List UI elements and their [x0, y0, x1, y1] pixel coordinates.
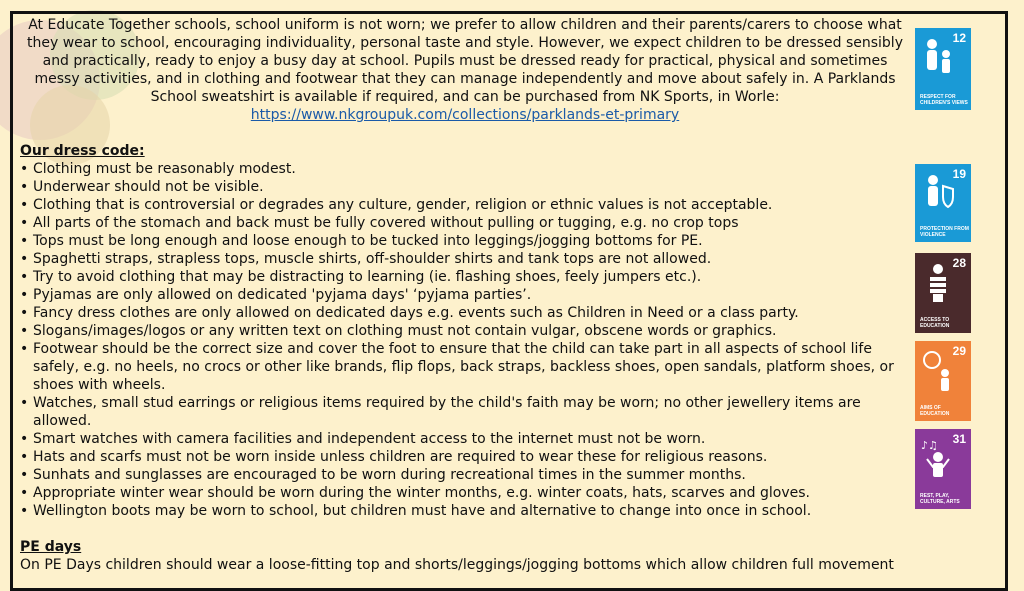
list-item: • Footwear should be the correct size and cover the foot to ensure that the child can take part in all aspects of school life safely, e.g. no heels, no crocs or other like brands, flip flops, back straps, backless shoes, open sandals, platform shoes, or shoes with wheels. [20, 340, 910, 394]
list-item: • Wellington boots may be worn to school, but children must have and alternative to change into once in school. [20, 502, 910, 520]
sdg-label: AIMS OF EDUCATION [920, 405, 950, 417]
list-item: • Fancy dress clothes are only allowed on dedicated days e.g. events such as Children in Need or a class party. [20, 304, 910, 322]
list-item: • Pyjamas are only allowed on dedicated 'pyjama days' ‘pyjama parties’. [20, 286, 910, 304]
intro-text: At Educate Together schools, school uniform is not worn; we prefer to allow children and their parents/carers to choose what they wear to school, encouraging individuality, personal taste and style. However, we expect children to be dressed sensibly and practically, ready to enjoy a busy day at school. Pupils must be dressed ready for practical, physical and sometimes messy activities, and in clothing and footwear that they can manage independently and move about safely in. A Parklands School sweatshirt is available if required, and can be purchased from NK Sports, in Worle: [27, 17, 903, 105]
list-item: • Appropriate winter wear should be worn during the winter months, e.g. winter coats, hats, scarves and gloves. [20, 484, 910, 502]
sdg-label: PROTECTION FROM VIOLENCE [920, 226, 969, 238]
sdg-card-31 [915, 429, 971, 509]
shop-link[interactable]: https://www.nkgroupuk.com/collections/parklands-et-primary [250, 107, 680, 123]
list-item: • Underwear should not be visible. [20, 178, 910, 196]
pe-text: On PE Days children should wear a loose-fitting top and shorts/leggings/jogging bottoms which allow children full movement [20, 557, 894, 573]
document-body [20, 16, 910, 574]
shield-person-icon [921, 172, 955, 214]
list-item: • All parts of the stomach and back must be fully covered without pulling or tugging, e.g. no crop tops [20, 214, 910, 232]
list-item: • Try to avoid clothing that may be distracting to learning (ie. flashing shoes, feely jumpers etc.). [20, 268, 910, 286]
list-item: • Smart watches with camera facilities and independent access to the internet must not be worn. [20, 430, 910, 448]
sdg-card-28 [915, 253, 971, 333]
list-item: • Watches, small stud earrings or religious items required by the child's faith may be worn; no other jewellery items are allowed. [20, 394, 910, 430]
sdg-number: 31 [952, 432, 966, 446]
sdg-card-19 [915, 164, 971, 242]
globe-person-icon [921, 349, 955, 393]
list-item: • Slogans/images/logos or any written text on clothing must not contain vulgar, obscene words or graphics. [20, 322, 910, 340]
list-item: • Clothing that is controversial or degrades any culture, gender, religion or ethnic values is not acceptable. [20, 196, 910, 214]
sdg-number: 29 [952, 344, 966, 358]
pe-heading: PE days [20, 539, 82, 555]
list-item: • Clothing must be reasonably modest. [20, 160, 910, 178]
sdg-card-12 [915, 28, 971, 110]
list-item: • Spaghetti straps, strapless tops, muscle shirts, off-shoulder shirts and tank tops are not allowed. [20, 250, 910, 268]
list-item: • Hats and scarfs must not be worn inside unless children are required to wear these for religious reasons. [20, 448, 910, 466]
dress-code-list [20, 160, 910, 520]
music-person-icon [921, 437, 955, 481]
sdg-number: 28 [952, 256, 966, 270]
sdg-label: REST, PLAY, CULTURE, ARTS [920, 493, 960, 505]
list-item: • Tops must be long enough and loose enough to be tucked into leggings/jogging bottoms for PE. [20, 232, 910, 250]
books-person-icon [921, 261, 955, 305]
sdg-number: 19 [952, 167, 966, 181]
children-icon [921, 36, 955, 80]
sdg-card-29 [915, 341, 971, 421]
list-item: • Sunhats and sunglasses are encouraged to be worn during recreational times in the summer months. [20, 466, 910, 484]
svg-text:♪♫: ♪♫ [921, 439, 938, 452]
dress-code-heading: Our dress code: [20, 143, 145, 159]
sdg-label: ACCESS TO EDUCATION [920, 317, 950, 329]
sdg-label: RESPECT FOR CHILDREN'S VIEWS [920, 94, 968, 106]
intro-section [20, 16, 910, 124]
sdg-number: 12 [952, 31, 966, 45]
